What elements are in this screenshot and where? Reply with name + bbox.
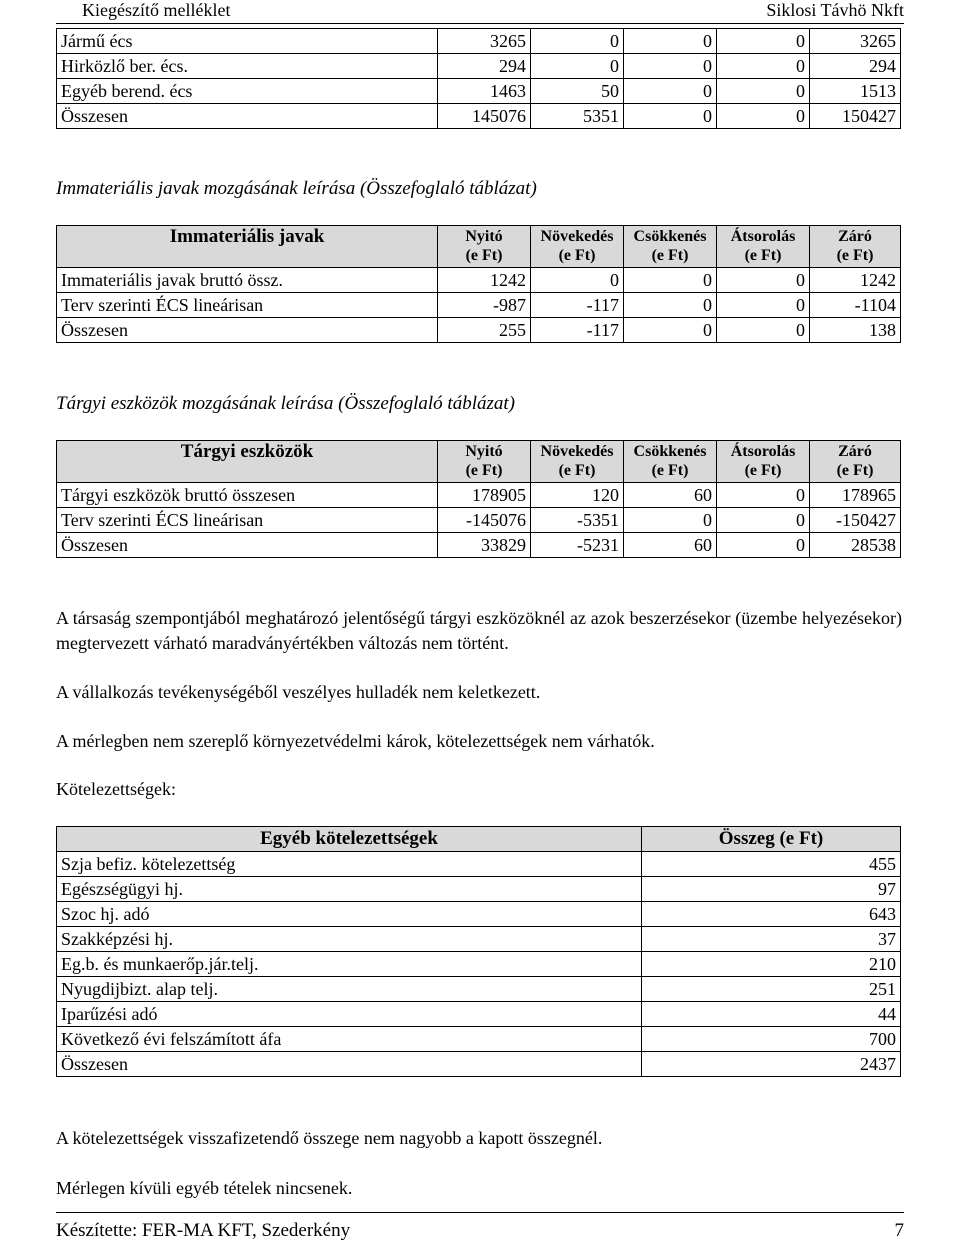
cell-amount: 251 xyxy=(642,977,901,1002)
cell-zaro: 1513 xyxy=(810,79,901,104)
cell-amount: 44 xyxy=(642,1002,901,1027)
cell-novekedes: -5351 xyxy=(531,508,624,533)
tangible-caption: Tárgyi eszközök mozgásának leírása (Összefoglaló táblázat) xyxy=(56,393,515,414)
table-row xyxy=(57,927,901,952)
cell-nyito: 1463 xyxy=(438,79,531,104)
cell-zaro: 178965 xyxy=(810,483,901,508)
row-label: Iparűzési adó xyxy=(57,1002,642,1027)
liabilities-table xyxy=(56,826,901,1077)
cell-csokkenes: 0 xyxy=(624,293,717,318)
page-header xyxy=(0,0,960,24)
cell-atsorolas: 0 xyxy=(717,268,810,293)
cell-amount: 210 xyxy=(642,952,901,977)
col-header-nyito: Nyitó (e Ft) xyxy=(438,226,531,268)
cell-atsorolas: 0 xyxy=(717,533,810,558)
table-row-total xyxy=(57,533,901,558)
row-label: Szja befiz. kötelezettség xyxy=(57,852,642,877)
row-label: Nyugdijbizt. alap telj. xyxy=(57,977,642,1002)
row-label: Egyéb berend. écs xyxy=(57,79,438,104)
cell-nyito: 3265 xyxy=(438,29,531,54)
cell-novekedes: 0 xyxy=(531,29,624,54)
cell-atsorolas: 0 xyxy=(717,318,810,343)
row-label: Összesen xyxy=(57,1052,642,1077)
cell-nyito: 178905 xyxy=(438,483,531,508)
cell-novekedes: -117 xyxy=(531,293,624,318)
row-label: Szoc hj. adó xyxy=(57,902,642,927)
row-label: Következő évi felszámított áfa xyxy=(57,1027,642,1052)
cell-csokkenes: 0 xyxy=(624,79,717,104)
cell-nyito: 294 xyxy=(438,54,531,79)
table-row xyxy=(57,977,901,1002)
cell-novekedes: 0 xyxy=(531,268,624,293)
table-row xyxy=(57,79,901,104)
cell-nyito: 145076 xyxy=(438,104,531,129)
vehicle-depreciation-table xyxy=(56,28,901,129)
table-header-row xyxy=(57,226,901,268)
page-footer xyxy=(56,1212,932,1242)
table-row xyxy=(57,508,901,533)
cell-zaro: 150427 xyxy=(810,104,901,129)
table-title: Tárgyi eszközök xyxy=(57,441,438,483)
col-header-novekedes: Növekedés (e Ft) xyxy=(531,226,624,268)
table-row xyxy=(57,902,901,927)
footer-rule xyxy=(56,1212,904,1213)
cell-atsorolas: 0 xyxy=(717,508,810,533)
col-header-atsorolas: Átsorolás (e Ft) xyxy=(717,441,810,483)
cell-nyito: 33829 xyxy=(438,533,531,558)
table-row xyxy=(57,852,901,877)
cell-csokkenes: 0 xyxy=(624,54,717,79)
table-title: Immateriális javak xyxy=(57,226,438,268)
intangible-assets-table xyxy=(56,225,901,343)
row-label: Tárgyi eszközök bruttó összesen xyxy=(57,483,438,508)
cell-novekedes: 0 xyxy=(531,54,624,79)
col-header-csokkenes: Csökkenés (e Ft) xyxy=(624,226,717,268)
col-header-novekedes: Növekedés (e Ft) xyxy=(531,441,624,483)
cell-csokkenes: 60 xyxy=(624,483,717,508)
col-header-zaro: Záró (e Ft) xyxy=(810,441,901,483)
table-row xyxy=(57,952,901,977)
cell-atsorolas: 0 xyxy=(717,104,810,129)
row-label: Összesen xyxy=(57,533,438,558)
cell-csokkenes: 60 xyxy=(624,533,717,558)
table-row xyxy=(57,877,901,902)
cell-csokkenes: 0 xyxy=(624,268,717,293)
cell-zaro: 28538 xyxy=(810,533,901,558)
waste-paragraph: A vállalkozás tevékenységéből veszélyes hulladék nem keletkezett. xyxy=(56,682,541,702)
cell-csokkenes: 0 xyxy=(624,104,717,129)
col-header-amount: Összeg (e Ft) xyxy=(642,827,901,852)
cell-atsorolas: 0 xyxy=(717,79,810,104)
residual-value-paragraph: A társaság szempontjából meghatározó jelentőségű tárgyi eszközöknél az azok beszerzésekor (üzembe helyezésekor) megtervezett várható maradványértékben változás nem történt. xyxy=(56,608,902,653)
cell-novekedes: -5231 xyxy=(531,533,624,558)
liabilities-heading: Kötelezettségek: xyxy=(56,779,176,799)
off-balance-paragraph: Mérlegen kívüli egyéb tételek nincsenek. xyxy=(56,1178,353,1198)
tangible-assets-table xyxy=(56,440,901,558)
cell-novekedes: -117 xyxy=(531,318,624,343)
col-header-item: Egyéb kötelezettségek xyxy=(57,827,642,852)
cell-nyito: -987 xyxy=(438,293,531,318)
row-label: Jármű écs xyxy=(57,29,438,54)
row-label: Hirközlő ber. écs. xyxy=(57,54,438,79)
table-row xyxy=(57,29,901,54)
row-label: Terv szerinti ÉCS lineárisan xyxy=(57,293,438,318)
row-label: Összesen xyxy=(57,104,438,129)
row-label: Egészségügyi hj. xyxy=(57,877,642,902)
cell-csokkenes: 0 xyxy=(624,508,717,533)
cell-amount: 97 xyxy=(642,877,901,902)
cell-atsorolas: 0 xyxy=(717,29,810,54)
cell-zaro: 138 xyxy=(810,318,901,343)
col-header-atsorolas: Átsorolás (e Ft) xyxy=(717,226,810,268)
table-row xyxy=(57,483,901,508)
table-header-row xyxy=(57,827,901,852)
cell-csokkenes: 0 xyxy=(624,318,717,343)
cell-novekedes: 50 xyxy=(531,79,624,104)
cell-zaro: 3265 xyxy=(810,29,901,54)
table-row xyxy=(57,54,901,79)
col-header-nyito: Nyitó (e Ft) xyxy=(438,441,531,483)
cell-nyito: 1242 xyxy=(438,268,531,293)
page-number: 7 xyxy=(894,1220,904,1241)
row-label: Immateriális javak bruttó össz. xyxy=(57,268,438,293)
row-label: Összesen xyxy=(57,318,438,343)
header-company: Siklosi Távhö Nkft xyxy=(766,0,904,20)
cell-novekedes: 120 xyxy=(531,483,624,508)
table-row-total xyxy=(57,318,901,343)
header-rule xyxy=(56,23,904,24)
table-row-total xyxy=(57,1052,901,1077)
header-title: Kiegészítő melléklet xyxy=(82,0,231,20)
row-label: Szakképzési hj. xyxy=(57,927,642,952)
cell-atsorolas: 0 xyxy=(717,293,810,318)
table-row xyxy=(57,1002,901,1027)
cell-amount: 700 xyxy=(642,1027,901,1052)
footer-author: Készítette: FER-MA KFT, Szederkény xyxy=(56,1220,351,1241)
table-row xyxy=(57,268,901,293)
cell-amount: 37 xyxy=(642,927,901,952)
cell-zaro: 294 xyxy=(810,54,901,79)
row-label: Terv szerinti ÉCS lineárisan xyxy=(57,508,438,533)
intangible-caption: Immateriális javak mozgásának leírása (Összefoglaló táblázat) xyxy=(56,178,537,199)
table-row xyxy=(57,293,901,318)
cell-amount: 643 xyxy=(642,902,901,927)
col-header-zaro: Záró (e Ft) xyxy=(810,226,901,268)
row-label: Eg.b. és munkaerőp.jár.telj. xyxy=(57,952,642,977)
repayment-paragraph: A kötelezettségek visszafizetendő összege nem nagyobb a kapott összegnél. xyxy=(56,1128,603,1148)
cell-atsorolas: 0 xyxy=(717,54,810,79)
table-row-total xyxy=(57,104,901,129)
cell-zaro: -150427 xyxy=(810,508,901,533)
cell-zaro: 1242 xyxy=(810,268,901,293)
table-row xyxy=(57,1027,901,1052)
cell-amount: 455 xyxy=(642,852,901,877)
cell-nyito: -145076 xyxy=(438,508,531,533)
cell-amount: 2437 xyxy=(642,1052,901,1077)
table-header-row xyxy=(57,441,901,483)
environment-paragraph: A mérlegben nem szereplő környezetvédelmi károk, kötelezettségek nem várhatók. xyxy=(56,731,655,751)
cell-nyito: 255 xyxy=(438,318,531,343)
cell-novekedes: 5351 xyxy=(531,104,624,129)
cell-zaro: -1104 xyxy=(810,293,901,318)
cell-csokkenes: 0 xyxy=(624,29,717,54)
cell-atsorolas: 0 xyxy=(717,483,810,508)
col-header-csokkenes: Csökkenés (e Ft) xyxy=(624,441,717,483)
